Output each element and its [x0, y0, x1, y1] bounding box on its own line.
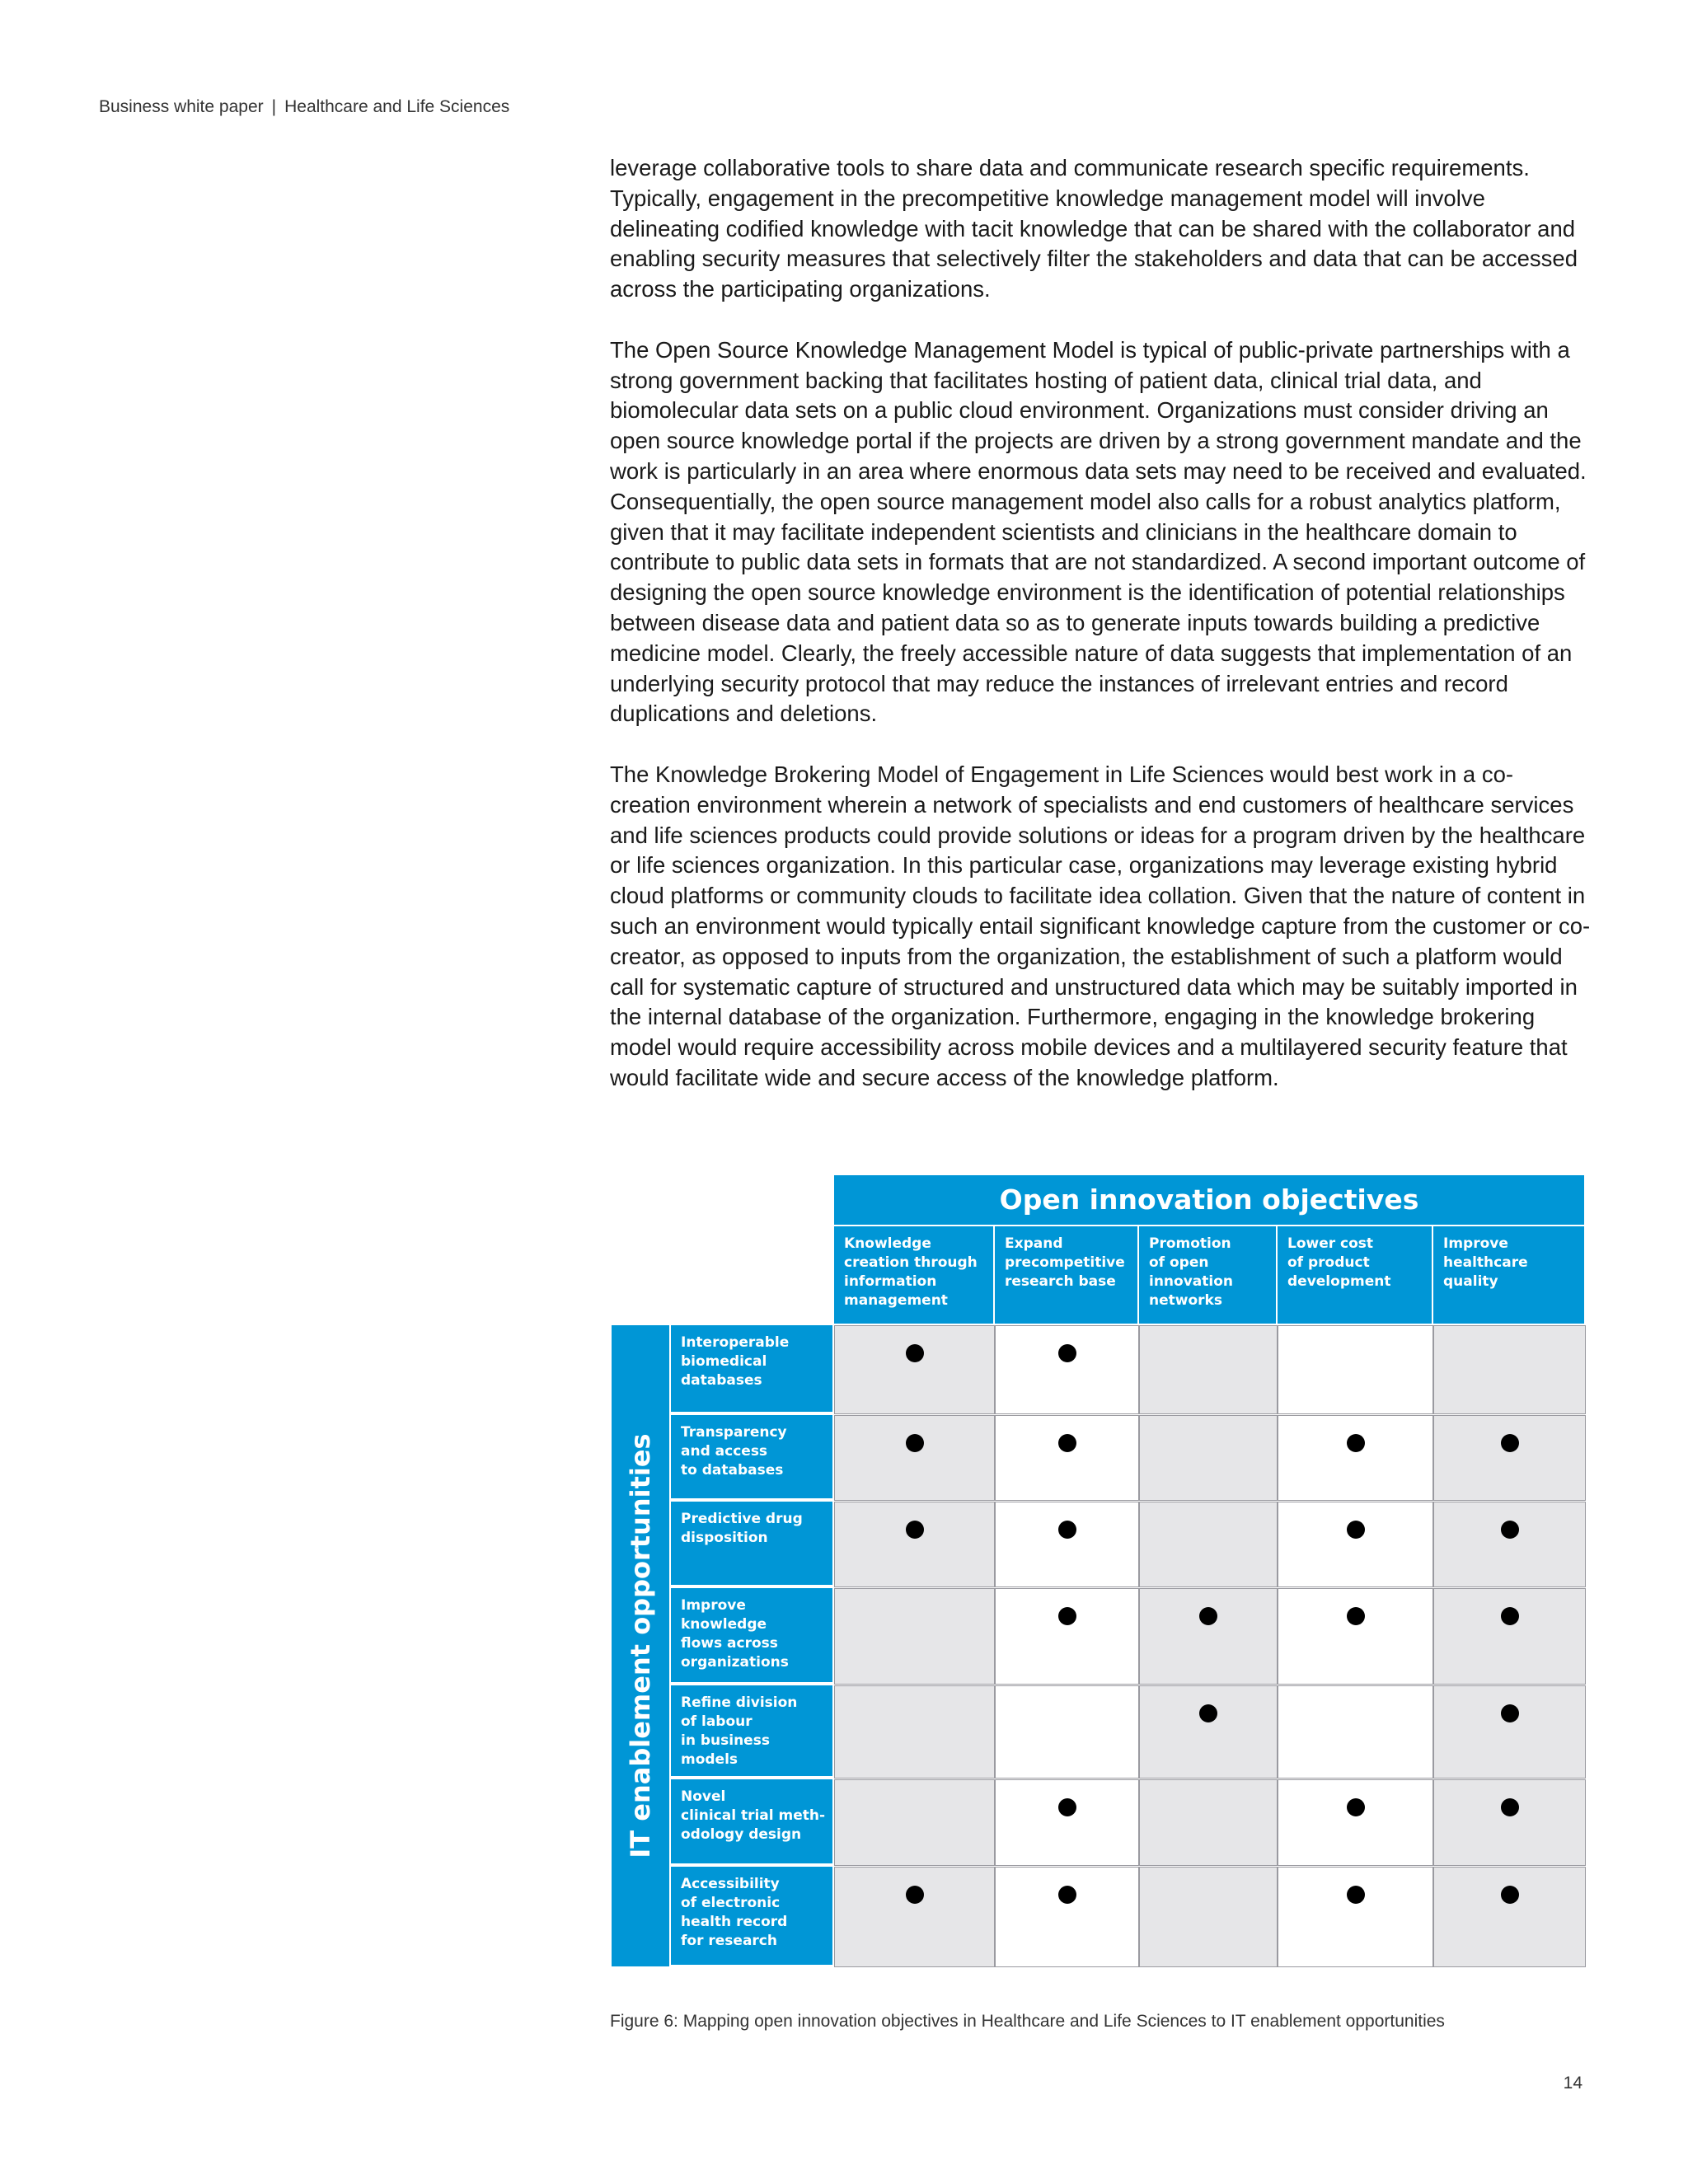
matrix-cell: [995, 1325, 1139, 1414]
bullet-dot-icon: [1501, 1886, 1519, 1904]
bullet-dot-icon: [1501, 1704, 1519, 1722]
bullet-dot-icon: [1501, 1798, 1519, 1816]
matrix-cell: [1278, 1415, 1433, 1501]
row-header: Interoperable biomedical databases: [671, 1325, 832, 1412]
running-header: [99, 97, 509, 117]
bullet-dot-icon: [1199, 1704, 1217, 1722]
header-doc-type: Business white paper: [99, 97, 264, 116]
bullet-dot-icon: [1347, 1798, 1365, 1816]
matrix-cell: [995, 1685, 1139, 1779]
bullet-dot-icon: [1501, 1434, 1519, 1452]
paragraph-open-source: The Open Source Knowledge Management Model is typical of public-private partnerships with a strong government backing that facilitates hosting of patient data, clinical trial data, and biomolecular data sets on a public cloud environment. Organizations must consider driving an open source knowledge portal if the projects are driven by a strong government mandate and the work is particularly in an area where enormous data sets may need to be received and evaluated. Consequentially, the open source management model also calls for a robust analytics platform, given that it may facilitate independent scientists and clinicians in the healthcare domain to contribute to public data sets in formats that are not standardized. A second important outcome of designing the open source knowledge environment is the identification of potential relationships between disease data and patient data so as to generate inputs towards building a predictive medicine model. Clearly, the freely accessible nature of data suggests that implementation of an underlying security protocol that may reduce the instances of irrelevant entries and record duplications and deletions.: [610, 336, 1587, 727]
bullet-dot-icon: [1058, 1607, 1076, 1625]
matrix-cell: [1278, 1325, 1433, 1414]
matrix-cell: [995, 1415, 1139, 1501]
matrix-cell: [1433, 1588, 1586, 1685]
column-header: Improve healthcare quality: [1433, 1226, 1584, 1324]
paragraph-knowledge-brokering: The Knowledge Brokering Model of Engagement in Life Sciences would best work in a co-creation environment wherein a network of specialists and end customers of healthcare services and life sciences products could provide solutions or ideas for a program driven by the healthcare or life sciences organization. In this particular case, organizations may leverage existing hybrid cloud platforms or community clouds to facilitate idea collation. Given that the nature of content in such an environment would typically entail significant knowledge capture from the customer or co-creator, as opposed to inputs from the organization, the establishment of such a platform would call for systematic capture of structured and unstructured data which may be suitably imported in the internal database of the organization. Furthermore, engaging in the knowledge brokering model would require accessibility across mobile devices and a multilayered security feature that would facilitate wide and secure access of the knowledge platform.: [610, 761, 1591, 1090]
row-header: Predictive drug disposition: [671, 1502, 832, 1585]
row-header: Transparency and access to databases: [671, 1415, 832, 1498]
matrix-cell: [1433, 1415, 1586, 1501]
bullet-dot-icon: [1501, 1607, 1519, 1625]
bullet-dot-icon: [1347, 1607, 1365, 1625]
page-number: 14: [1563, 2074, 1582, 2093]
bullet-dot-icon: [906, 1344, 924, 1362]
matrix-cell: [1433, 1325, 1586, 1414]
matrix-title: Open innovation objectives: [834, 1175, 1584, 1225]
header-separator: |: [271, 97, 277, 116]
bullet-dot-icon: [1058, 1521, 1076, 1539]
bullet-dot-icon: [1347, 1886, 1365, 1904]
body-text: [610, 153, 1591, 1124]
matrix-side-title: IT enablement opportunities: [625, 1433, 656, 1858]
matrix-cell: [1139, 1867, 1278, 1967]
matrix-cell: [834, 1685, 995, 1779]
matrix-cell: [995, 1588, 1139, 1685]
matrix-cell: [1433, 1779, 1586, 1866]
matrix-cell: [1278, 1867, 1433, 1967]
column-header: Lower cost of product development: [1278, 1226, 1432, 1324]
matrix-cell: [1433, 1867, 1586, 1967]
bullet-dot-icon: [906, 1886, 924, 1904]
bullet-dot-icon: [906, 1434, 924, 1452]
bullet-dot-icon: [1058, 1798, 1076, 1816]
matrix-cell: [1139, 1779, 1278, 1866]
column-header: Promotion of open innovation networks: [1139, 1226, 1276, 1324]
bullet-dot-icon: [1347, 1521, 1365, 1539]
bullet-dot-icon: [1347, 1434, 1365, 1452]
paragraph-precompetitive: leverage collaborative tools to share data and communicate research specific requirements. Typically, engagement in the precompetitive knowledge management model will involve delineating codified knowledge with tacit knowledge that can be shared with the collaborator and enabling security measures that selectively filter the stakeholders and data that can be accessed across the participating organizations.: [610, 155, 1578, 302]
bullet-dot-icon: [906, 1521, 924, 1539]
matrix-cell: [834, 1415, 995, 1501]
matrix-cell: [1278, 1685, 1433, 1779]
column-header: Knowledge creation through information management: [834, 1226, 993, 1324]
matrix-cell: [834, 1588, 995, 1685]
matrix-cell: [1278, 1588, 1433, 1685]
matrix-cell: [1433, 1685, 1586, 1779]
innovation-matrix-figure: [612, 1175, 1584, 1966]
matrix-cell: [834, 1502, 995, 1587]
row-header: Novel clinical trial meth- odology design: [671, 1779, 832, 1863]
matrix-cell: [1139, 1502, 1278, 1587]
matrix-cell: [1139, 1415, 1278, 1501]
bullet-dot-icon: [1058, 1344, 1076, 1362]
bullet-dot-icon: [1199, 1607, 1217, 1625]
figure-caption: Figure 6: Mapping open innovation objectives in Healthcare and Life Sciences to IT enablement opportunities: [610, 2012, 1445, 2031]
matrix-cell: [1433, 1502, 1586, 1587]
row-header: Refine division of labour in business models: [671, 1685, 832, 1776]
matrix-cell: [834, 1325, 995, 1414]
bullet-dot-icon: [1058, 1434, 1076, 1452]
matrix-cell: [1139, 1685, 1278, 1779]
matrix-cell: [834, 1867, 995, 1967]
matrix-cell: [995, 1502, 1139, 1587]
matrix-cell: [995, 1867, 1139, 1967]
matrix-cell: [1278, 1779, 1433, 1866]
column-header: Expand precompetitive research base: [995, 1226, 1137, 1324]
row-header: Accessibility of electronic health record for research: [671, 1867, 832, 1965]
row-header: Improve knowledge flows across organizations: [671, 1588, 832, 1682]
matrix-cell: [1139, 1325, 1278, 1414]
matrix-cell: [1139, 1588, 1278, 1685]
side-title-bar: [612, 1325, 669, 1966]
bullet-dot-icon: [1058, 1886, 1076, 1904]
matrix-cell: [1278, 1502, 1433, 1587]
matrix-cell: [995, 1779, 1139, 1866]
bullet-dot-icon: [1501, 1521, 1519, 1539]
header-section: Healthcare and Life Sciences: [284, 97, 510, 116]
matrix-cell: [834, 1779, 995, 1866]
